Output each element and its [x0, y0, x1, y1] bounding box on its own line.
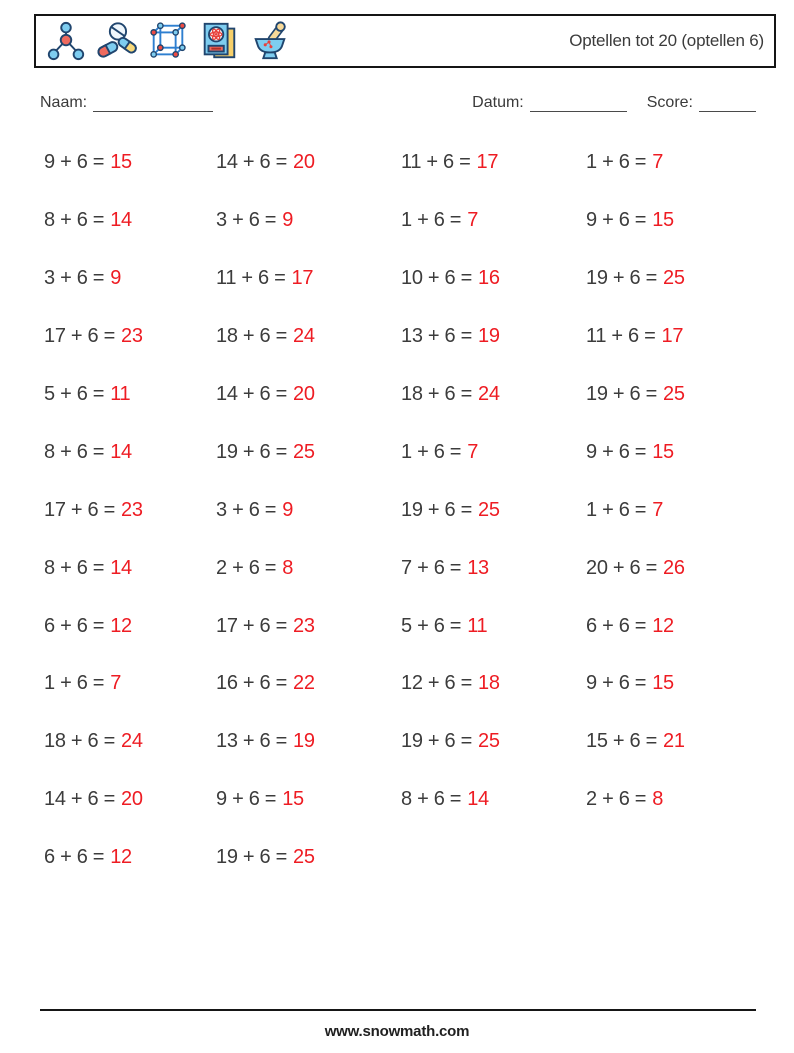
- problem: [586, 134, 746, 192]
- equation-answer: 19: [478, 325, 500, 348]
- chemistry-book-icon: [197, 20, 241, 62]
- problem: [44, 597, 216, 655]
- problem: [216, 597, 401, 655]
- equation-answer: 11: [110, 383, 131, 405]
- equation-text: 6 + 6 =: [44, 614, 105, 637]
- equation-text: 1 + 6 =: [586, 498, 647, 521]
- equation-text: 13 + 6 =: [401, 325, 472, 348]
- equation-answer: 16: [478, 267, 500, 290]
- equation-answer: 8: [652, 788, 664, 811]
- problem: [586, 539, 746, 597]
- equation-text: 3 + 6 =: [44, 267, 105, 290]
- problem: [401, 713, 586, 771]
- equation-text: 9 + 6 =: [586, 209, 647, 232]
- problem: [401, 366, 586, 424]
- problem: [216, 771, 401, 829]
- problem: [586, 366, 746, 424]
- equation-answer: 17: [291, 267, 314, 290]
- problem: [44, 423, 216, 481]
- equation-text: 14 + 6 =: [216, 383, 287, 405]
- date-blank-line: [530, 108, 627, 112]
- problem: [44, 481, 216, 539]
- equation-text: 18 + 6 =: [216, 325, 287, 348]
- equation-text: 14 + 6 =: [216, 151, 287, 174]
- problem: [401, 192, 586, 250]
- equation-text: 11 + 6 =: [586, 325, 656, 348]
- equation-text: 2 + 6 =: [586, 788, 647, 811]
- website-url: www.snowmath.com: [324, 1023, 470, 1040]
- equation-text: 9 + 6 =: [586, 672, 647, 695]
- pills-icon: [95, 20, 139, 62]
- equation-text: 7 + 6 =: [401, 556, 462, 579]
- problem: [586, 192, 746, 250]
- equation-text: 19 + 6 =: [586, 267, 657, 290]
- equation-text: 8 + 6 =: [44, 209, 105, 232]
- problem: [216, 192, 401, 250]
- equation-answer: 7: [110, 672, 122, 695]
- equation-text: 1 + 6 =: [401, 440, 462, 463]
- equation-answer: 12: [652, 614, 674, 637]
- equation-answer: 25: [478, 730, 500, 753]
- equation-answer: 23: [121, 498, 143, 521]
- equation-text: 8 + 6 =: [44, 440, 105, 463]
- problem: [216, 539, 401, 597]
- equation-text: 19 + 6 =: [401, 730, 472, 753]
- equation-text: 19 + 6 =: [586, 383, 657, 405]
- equation-answer: 15: [652, 209, 674, 232]
- equation-answer: 24: [293, 325, 315, 348]
- equation-answer: 15: [652, 672, 674, 695]
- problem: [401, 250, 586, 308]
- equation-answer: 14: [467, 788, 489, 811]
- problems-grid: [44, 134, 746, 887]
- problem: [401, 597, 586, 655]
- equation-answer: 21: [663, 730, 685, 753]
- score-blank-line: [699, 108, 756, 112]
- equation-text: 15 + 6 =: [586, 730, 657, 753]
- equation-answer: 7: [652, 498, 664, 521]
- equation-answer: 19: [293, 730, 315, 753]
- equation-text: 8 + 6 =: [44, 556, 105, 579]
- header-box: [34, 14, 776, 68]
- equation-answer: 9: [282, 209, 294, 232]
- problem: [216, 713, 401, 771]
- equation-answer: 7: [467, 440, 479, 463]
- equation-text: 18 + 6 =: [401, 383, 472, 405]
- equation-answer: 14: [110, 440, 132, 463]
- equation-text: 13 + 6 =: [216, 730, 287, 753]
- cube-icon: [146, 20, 190, 62]
- equation-answer: 15: [282, 788, 304, 811]
- name-label: Naam:: [40, 94, 88, 111]
- equation-answer: 17: [476, 151, 499, 174]
- score-field: [647, 94, 756, 112]
- problem: [586, 771, 746, 829]
- name-field: [40, 94, 213, 112]
- footer-divider: [40, 1009, 756, 1011]
- problem: [216, 655, 401, 713]
- equation-text: 1 + 6 =: [401, 209, 462, 232]
- equation-answer: 12: [110, 614, 132, 637]
- problem: [401, 539, 586, 597]
- equation-text: 17 + 6 =: [216, 614, 287, 637]
- date-field: [472, 94, 627, 112]
- equation-answer: 14: [110, 209, 132, 232]
- equation-answer: 13: [467, 556, 489, 579]
- equation-text: 20 + 6 =: [586, 556, 657, 579]
- info-fields: [40, 94, 756, 112]
- equation-text: 2 + 6 =: [216, 556, 277, 579]
- problem: [401, 423, 586, 481]
- equation-answer: 25: [293, 846, 315, 869]
- problem: [586, 655, 746, 713]
- equation-text: 19 + 6 =: [216, 846, 287, 869]
- problem: [216, 250, 401, 308]
- problem: [586, 423, 746, 481]
- equation-text: 17 + 6 =: [44, 325, 115, 348]
- header-icons: [44, 20, 292, 62]
- problem: [216, 308, 401, 366]
- equation-answer: 22: [293, 672, 315, 695]
- equation-text: 6 + 6 =: [44, 846, 105, 869]
- equation-text: 17 + 6 =: [44, 498, 115, 521]
- problem: [586, 597, 746, 655]
- problem: [586, 713, 746, 771]
- equation-answer: 14: [110, 556, 132, 579]
- equation-answer: 25: [478, 498, 500, 521]
- problem: [586, 308, 746, 366]
- equation-text: 8 + 6 =: [401, 788, 462, 811]
- equation-text: 9 + 6 =: [216, 788, 277, 811]
- equation-answer: 17: [661, 325, 684, 348]
- equation-answer: 18: [478, 672, 500, 695]
- name-blank-line: [93, 108, 213, 112]
- equation-answer: 11: [467, 614, 488, 637]
- equation-text: 1 + 6 =: [586, 151, 647, 174]
- equation-answer: 24: [121, 730, 143, 753]
- equation-text: 9 + 6 =: [44, 151, 105, 174]
- problem: [216, 134, 401, 192]
- problem: [216, 481, 401, 539]
- problem: [401, 308, 586, 366]
- problem: [401, 655, 586, 713]
- equation-answer: 23: [293, 614, 315, 637]
- problem: [44, 539, 216, 597]
- problem: [401, 771, 586, 829]
- problem: [44, 713, 216, 771]
- equation-answer: 8: [282, 556, 294, 579]
- problem: [44, 655, 216, 713]
- equation-answer: 7: [652, 151, 664, 174]
- problem: [44, 771, 216, 829]
- problem: [401, 481, 586, 539]
- equation-answer: 25: [293, 440, 315, 463]
- problem: [216, 366, 401, 424]
- equation-answer: 23: [121, 325, 143, 348]
- equation-text: 14 + 6 =: [44, 788, 115, 811]
- equation-answer: 15: [110, 151, 132, 174]
- equation-text: 1 + 6 =: [44, 672, 105, 695]
- equation-answer: 26: [663, 556, 685, 579]
- equation-text: 11 + 6 =: [401, 151, 471, 174]
- date-label: Datum:: [472, 94, 524, 111]
- equation-text: 16 + 6 =: [216, 672, 287, 695]
- equation-text: 6 + 6 =: [586, 614, 647, 637]
- equation-text: 19 + 6 =: [216, 440, 287, 463]
- equation-text: 5 + 6 =: [44, 383, 105, 405]
- equation-answer: 25: [663, 383, 685, 405]
- equation-text: 19 + 6 =: [401, 498, 472, 521]
- equation-text: 18 + 6 =: [44, 730, 115, 753]
- problem: [44, 250, 216, 308]
- equation-text: 12 + 6 =: [401, 672, 472, 695]
- equation-answer: 25: [663, 267, 685, 290]
- molecule-icon: [44, 20, 88, 62]
- problem: [44, 366, 216, 424]
- equation-answer: 24: [478, 383, 500, 405]
- problem: [216, 423, 401, 481]
- equation-text: 3 + 6 =: [216, 498, 277, 521]
- equation-answer: 9: [110, 267, 122, 290]
- score-label: Score:: [646, 94, 693, 111]
- problem: [586, 481, 746, 539]
- equation-text: 11 + 6 =: [216, 267, 286, 290]
- equation-answer: 7: [467, 209, 479, 232]
- problem: [216, 829, 401, 887]
- equation-answer: 20: [293, 151, 315, 174]
- equation-answer: 20: [293, 383, 315, 405]
- problem: [44, 308, 216, 366]
- equation-text: 5 + 6 =: [401, 614, 462, 637]
- problem: [586, 250, 746, 308]
- equation-answer: 9: [282, 498, 294, 521]
- equation-answer: 20: [121, 788, 143, 811]
- problem: [44, 192, 216, 250]
- equation-answer: 15: [652, 440, 674, 463]
- equation-text: 10 + 6 =: [401, 267, 472, 290]
- problem: [401, 134, 586, 192]
- mortar-pestle-icon: [248, 20, 292, 62]
- problem: [44, 829, 216, 887]
- equation-text: 9 + 6 =: [586, 440, 647, 463]
- worksheet-title: Optellen tot 20 (optellen 6): [569, 31, 764, 50]
- problem: [44, 134, 216, 192]
- equation-text: 3 + 6 =: [216, 209, 277, 232]
- equation-answer: 12: [110, 846, 132, 869]
